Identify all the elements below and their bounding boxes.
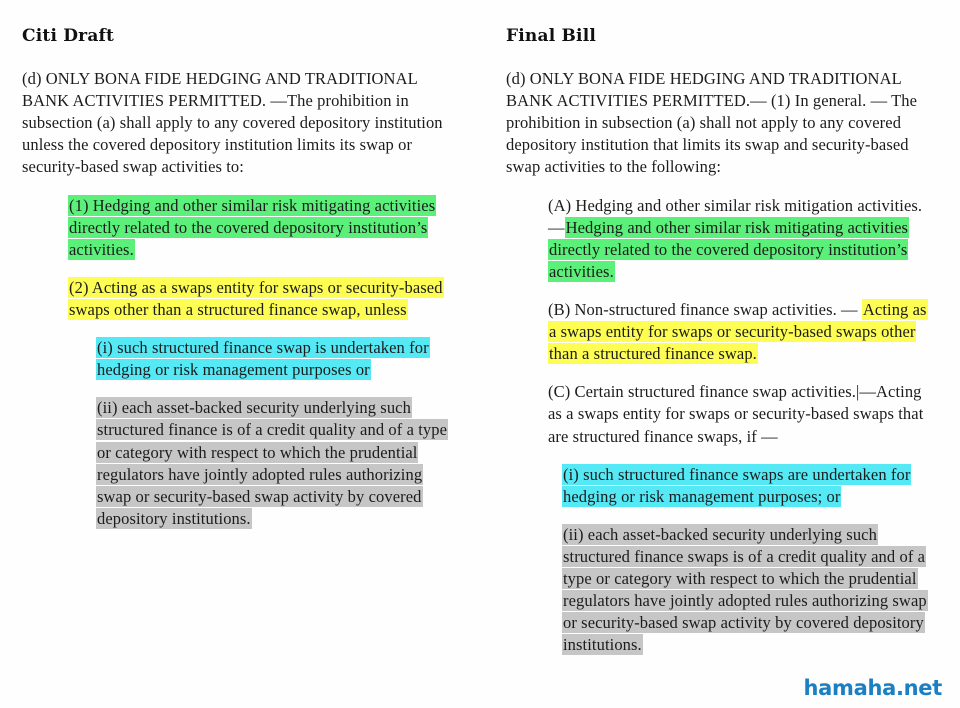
column-citi-draft (22, 26, 480, 673)
highlight-gray-right-ii: (ii) each asset-backed security underlying such structured finance swaps is of a credit quality and of a type or category with respect to which the prudential regulators have jointly adopted rules authorizing swap or security-based swap activity by covered depository institutions. (563, 524, 927, 655)
highlight-yellow-right-B: Acting as a swaps entity for swaps or security-based swaps other than a structured finance swap. (549, 299, 927, 364)
highlight-yellow-left-2: (2) Acting as a swaps entity for swaps or security-based swaps other than a structured finance swap, unless (69, 277, 443, 319)
paragraph-right-i (562, 464, 928, 508)
paragraph-left-2 (68, 277, 460, 321)
highlight-green-left-1: (1) Hedging and other similar risk mitigating activities directly related to the covered depository institution’s activities. (69, 195, 436, 259)
paragraph-left-1 (68, 195, 460, 261)
highlight-green-right-A: Hedging and other similar risk mitigating activities directly related to the covered depository institution’s activities. (549, 217, 909, 281)
paragraph-left-i (96, 337, 460, 381)
paragraph-left-intro: (d) ONLY BONA FIDE HEDGING AND TRADITIONAL BANK ACTIVITIES PERMITTED. —The prohibition in subsection (a) shall apply to any covered depository institution unless the covered depository institution limits its swap or security-based swap activities to: (22, 69, 443, 177)
watermark (803, 676, 942, 700)
paragraph-right-A-lead: (A) Hedging and other similar risk mitigation activities.— (548, 195, 923, 237)
highlight-cyan-right-i: (i) such structured finance swaps are undertaken for hedging or risk management purposes; or (563, 464, 911, 506)
column-title-left: Citi Draft (22, 26, 115, 46)
paragraph-right-A (548, 195, 928, 283)
paragraph-right-ii (562, 524, 928, 657)
column-final-bill (480, 26, 938, 673)
paragraph-right-intro: (d) ONLY BONA FIDE HEDGING AND TRADITIONAL BANK ACTIVITIES PERMITTED.— (1) In general. — The prohibition in subsection (a) shall not apply to any covered depository institution that limits its swap and security-based swap activities to the following: (506, 69, 918, 177)
paragraph-right-B (548, 299, 928, 365)
watermark-name: hamaha (803, 676, 896, 700)
highlight-gray-left-ii: (ii) each asset-backed security underlying such structured finance is of a credit quality and of a type or category with respect to which the prudential regulators have jointly adopted rules authorizing swap or security-based swap activity by covered depository institutions. (97, 398, 448, 528)
paragraph-right-C: (C) Certain structured finance swap activities.|—Acting as a swaps entity for swaps or security-based swaps that are structured finance swaps, if — (548, 382, 924, 446)
highlight-cyan-left-i: (i) such structured finance swap is undertaken for hedging or risk management purposes or (97, 338, 429, 380)
watermark-tld: .net (895, 676, 942, 700)
paragraph-left-ii (96, 397, 460, 530)
column-title-right: Final Bill (506, 26, 597, 46)
paragraph-right-B-lead: (B) Non-structured finance swap activities. — (548, 299, 862, 319)
